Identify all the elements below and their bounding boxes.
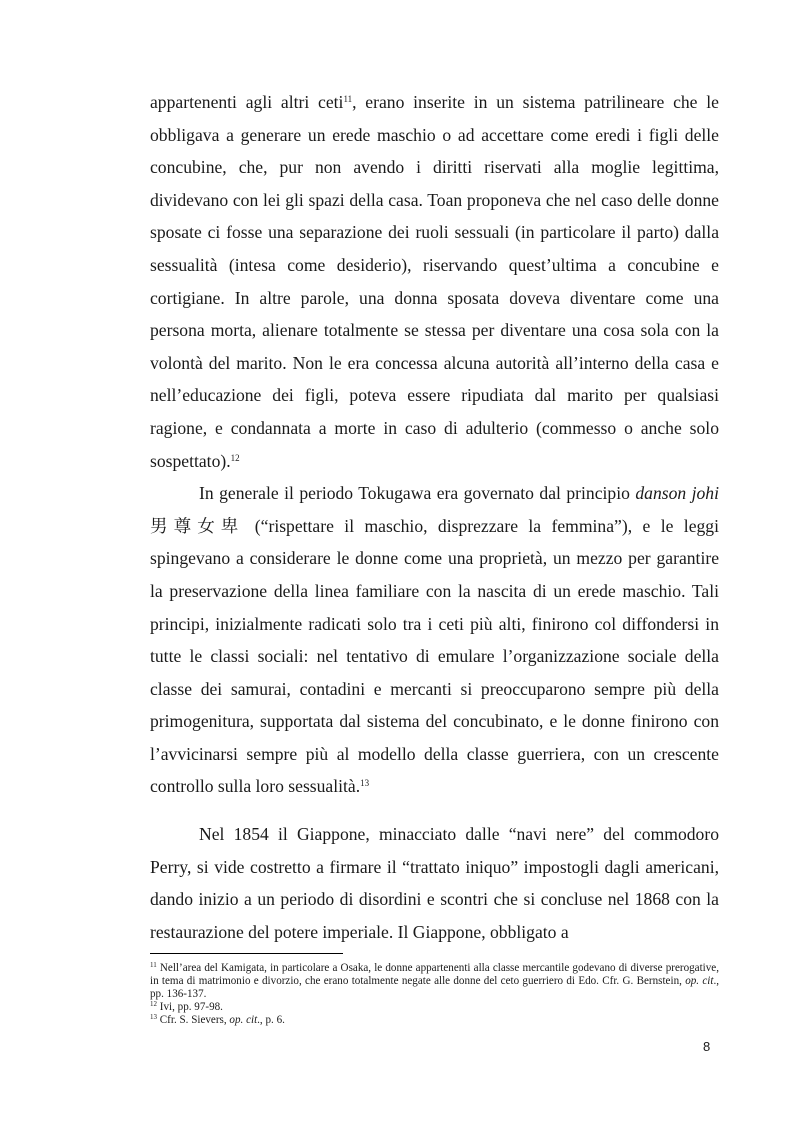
italic-term: danson johi — [635, 483, 719, 504]
text-run: In generale il periodo Tokugawa era governato dal principio — [199, 483, 636, 504]
text-run: appartenenti agli altri ceti — [150, 92, 344, 112]
paragraph-3 — [150, 818, 719, 948]
footnote-text: Nell’area del Kamigata, in particolare a Osaka, le donne appartenenti alla classe mercantile godevano di diverse prerogative, in tema di matrimonio e divorzio, che erano totalmente negate alle donne del ceto guerriero di Edo. Cfr. G. Bernstein, — [150, 962, 719, 988]
text-run: 男尊女卑 (“rispettare il maschio, disprezzare la femmina”), e le leggi spingevano a considerare le donne come una proprietà, un mezzo per garantire la preservazione della linea familiare con la nascita di un erede maschio. Tali principi, inizialmente radicati solo tra i ceti più alti, finirono col diffondersi in tutte le classi sociali: nel tentativo di emulare l’organizzazione sociale della classe dei samurai, contadini e mercanti si preoccuparono sempre più della primogenitura, supportata dal sistema del concubinato, e le donne finirono con l’avvicinarsi sempre più al modello della classe guerriera, con un crescente controllo sulla loro sessualità. — [150, 515, 719, 797]
text-run: Nel 1854 il Giappone, minacciato dalle “navi nere” del commodoro Perry, si vide costretto a firmare il “trattato iniquo” impostogli dagli americani, dando inizio a un periodo di disordini e scontri che si concluse nel 1868 con la restaurazione del potere imperiale. Il Giappone, obbligato a — [150, 824, 719, 942]
footnote-separator — [150, 953, 343, 954]
footnote-text: ., pp. 136-137. — [150, 975, 720, 1001]
footnote-11 — [150, 962, 719, 1001]
footnote-ref-12[interactable]: 12 — [230, 452, 240, 463]
footnote-text: Ivi, pp. 97-98. — [157, 1001, 223, 1014]
paragraph-2 — [150, 477, 719, 803]
footnote-number: 12 — [150, 1000, 157, 1009]
main-text — [150, 86, 719, 948]
footnote-number: 13 — [150, 1013, 157, 1022]
footnote-12 — [150, 1001, 719, 1014]
footnote-text: Cfr. S. Sievers, — [157, 1014, 230, 1027]
paragraph-1 — [150, 86, 719, 477]
footnote-italic: op. cit — [229, 1014, 258, 1027]
footnotes — [150, 962, 719, 1027]
page-number: 8 — [703, 1039, 711, 1054]
footnote-text: ., p. 6. — [257, 1014, 285, 1027]
footnote-italic: op. cit — [685, 975, 714, 988]
footnote-13 — [150, 1014, 719, 1027]
footnote-ref-13[interactable]: 13 — [360, 778, 370, 789]
text-run: , erano inserite in un sistema patrilineare che le obbligava a generare un erede maschio o ad accettare come eredi i figli delle concubine, che, pur non avendo i diritti riservati alla moglie legittima, dividevano con lei gli spazi della casa. Toan proponeva che nel caso delle donne sposate ci fosse una separazione dei ruoli sessuali (in particolare il parto) dalla sessualità (intesa come desiderio), riservando quest’ultima a concubine e cortigiane. In altre parole, una donna sposata doveva diventare come una persona morta, alienare totalmente se stessa per diventare una cosa sola con la volontà del marito. Non le era concessa alcuna autorità all’interno della casa e nell’educazione dei figli, poteva essere ripudiata dal marito per qualsiasi ragione, e condannata a morte in caso di adulterio (commesso o anche solo sospettato). — [150, 92, 719, 471]
footnote-ref-11[interactable]: 11 — [343, 94, 353, 104]
footnote-number: 11 — [150, 961, 157, 969]
